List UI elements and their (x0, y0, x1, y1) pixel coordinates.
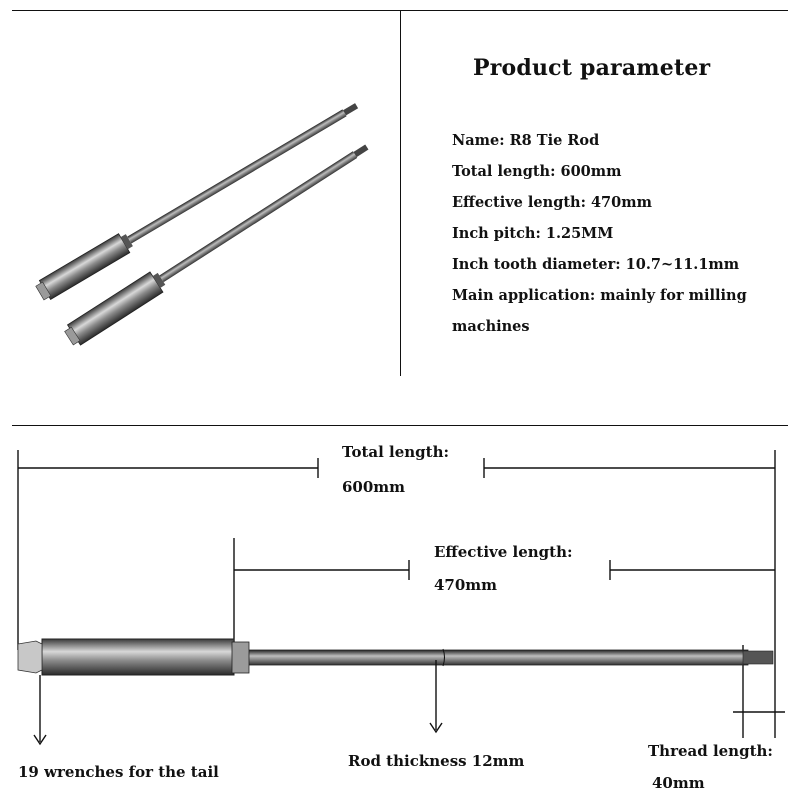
rod-collar (232, 642, 249, 673)
spec-application-cont: machines (452, 318, 530, 335)
spec-tooth-diameter: Inch tooth diameter: 10.7~11.1mm (452, 256, 740, 273)
rod-drawing (18, 639, 773, 675)
tail-label: 19 wrenches for the tail (18, 763, 219, 781)
rod-handle (42, 639, 234, 675)
effective-length-value: 470mm (434, 576, 498, 594)
spec-total-length: Total length: 600mm (452, 163, 622, 180)
spec-inch-pitch: Inch pitch: 1.25MM (452, 225, 614, 242)
rod-thread (743, 651, 773, 664)
effective-length-label: Effective length: (434, 543, 573, 561)
rod-shaft (248, 650, 748, 665)
product-parameter-title: Product parameter (473, 55, 711, 81)
spec-effective-length: Effective length: 470mm (452, 194, 652, 211)
spec-list (452, 125, 782, 342)
total-length-label: Total length: (342, 443, 450, 461)
rod-thickness-label: Rod thickness 12mm (348, 752, 525, 770)
spec-name: Name: R8 Tie Rod (452, 132, 600, 149)
rod-photo-upper (34, 96, 362, 302)
thread-length-value: 40mm (652, 774, 705, 792)
rod-hex-end (18, 641, 42, 673)
total-length-value: 600mm (342, 478, 406, 496)
spec-application: Main application: mainly for milling (452, 287, 747, 304)
thread-length-label: Thread length: (648, 742, 773, 760)
